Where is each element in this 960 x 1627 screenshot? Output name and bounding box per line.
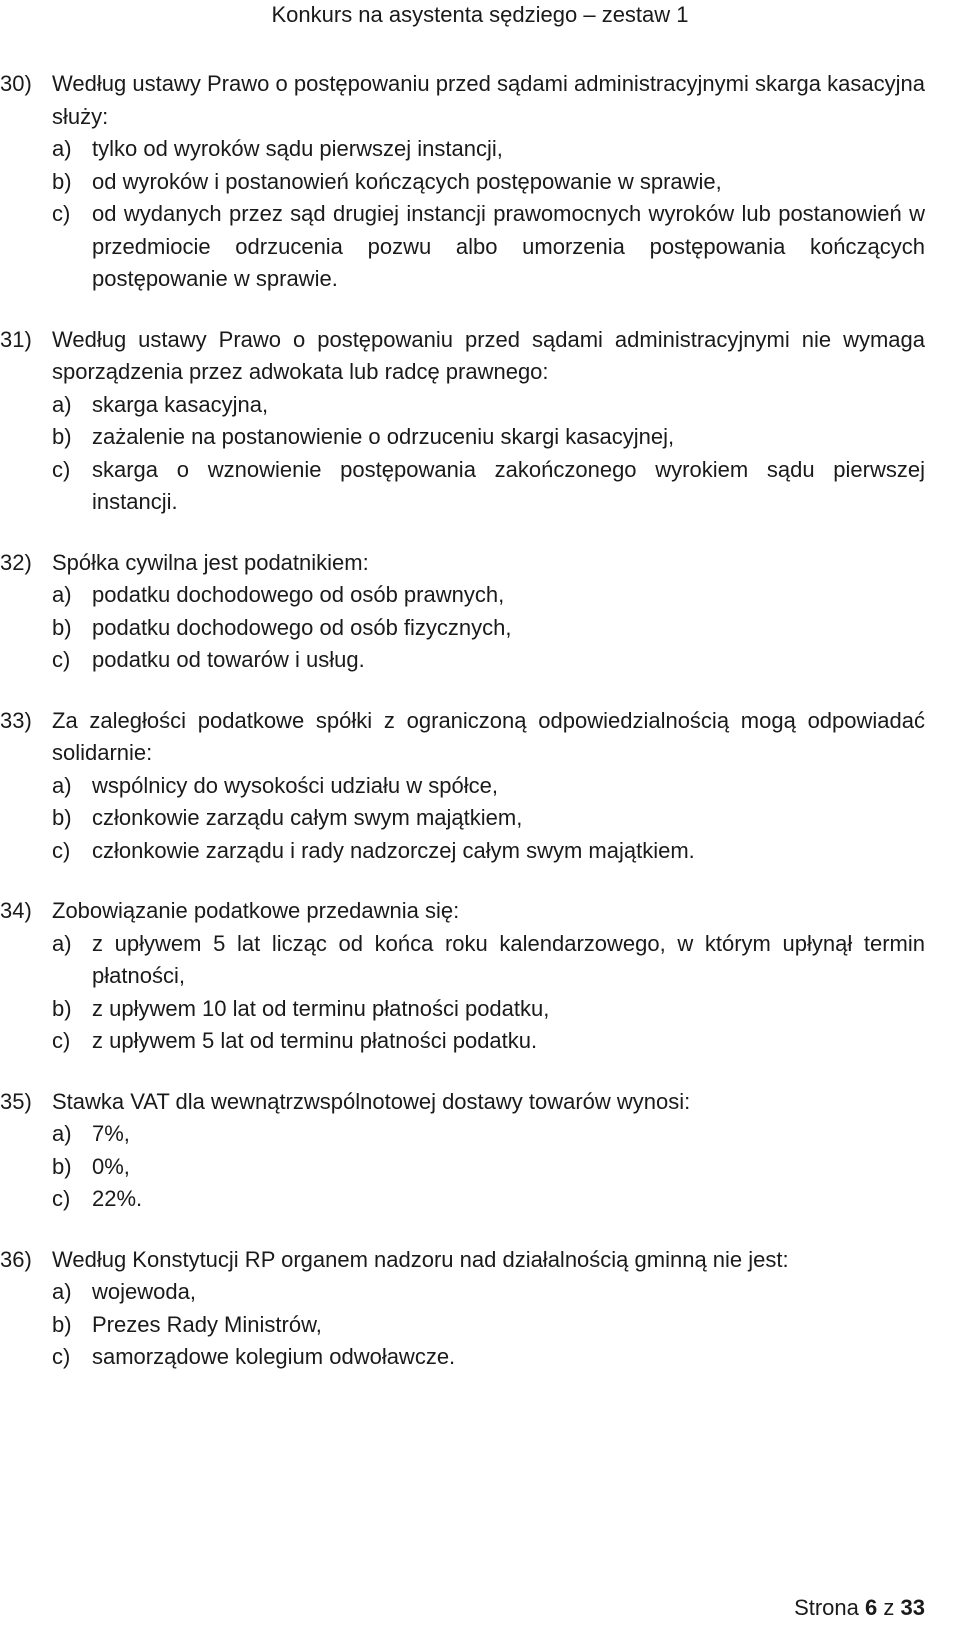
option-letter: a) [52,772,72,798]
question-text: Według ustawy Prawo o postępowaniu przed sądami administracyjnymi skarga kasacyjna służy: [52,71,925,129]
answer-option [52,166,925,199]
option-letter: b) [52,614,72,640]
answer-options [52,928,925,1058]
answer-option [52,835,925,868]
option-text: wojewoda, [92,1279,196,1304]
question-head [0,895,925,928]
option-letter: c) [52,647,71,672]
question-item [0,1244,925,1374]
option-letter: c) [52,837,71,863]
option-letter: a) [52,1279,72,1304]
answer-option [52,1025,925,1058]
question-number: 34) [0,898,32,923]
question-item [0,705,925,868]
answer-option [52,1183,925,1216]
option-text: zażalenie na postanowienie o odrzuceniu skargi kasacyjnej, [92,424,675,449]
question-text: Spółka cywilna jest podatnikiem: [52,549,369,575]
option-letter: a) [52,582,72,607]
answer-options [52,579,925,677]
question-item [0,895,925,1058]
option-letter: a) [52,930,72,956]
option-text: skarga kasacyjna, [92,391,269,417]
option-letter: a) [52,1121,72,1146]
page-footer [794,1594,925,1622]
question-head [0,547,925,580]
option-text: tylko od wyroków sądu pierwszej instancji, [92,136,503,161]
question-number: 32) [0,549,32,575]
option-letter: b) [52,995,72,1021]
option-letter: a) [52,136,72,161]
question-number: 30) [0,71,32,96]
answer-option [52,802,925,835]
question-head [0,705,925,770]
question-list [0,68,925,1402]
option-letter: b) [52,424,72,449]
option-text: od wyroków i postanowień kończących postępowanie w sprawie, [92,168,722,194]
option-text: z upływem 5 lat od terminu płatności podatku. [92,1028,538,1053]
option-letter: c) [52,1186,71,1211]
answer-options [52,770,925,868]
option-text: członkowie zarządu całym swym majątkiem, [92,805,523,830]
question-text: Według ustawy Prawo o postępowaniu przed sądami administracyjnymi nie wymaga sporządzenia przez adwokata lub radcę prawnego: [52,326,925,384]
question-head [0,68,925,133]
page-header: Konkurs na asystenta sędziego – zestaw 1 [271,2,689,27]
option-text: Prezes Rady Ministrów, [92,1311,322,1337]
answer-option [52,421,925,454]
option-text: z upływem 10 lat od terminu płatności podatku, [92,995,550,1021]
option-text: wspólnicy do wysokości udziału w spółce, [92,772,498,798]
answer-option [52,1341,925,1374]
answer-option [52,1118,925,1151]
option-letter: c) [52,1028,71,1053]
question-item [0,68,925,296]
question-item [0,547,925,677]
answer-option [52,1151,925,1184]
question-head [0,324,925,389]
question-text: Stawka VAT dla wewnątrzwspólnotowej dostawy towarów wynosi: [52,1088,691,1114]
answer-options [52,133,925,296]
question-number: 35) [0,1088,32,1114]
option-letter: c) [52,456,71,482]
option-text: podatku dochodowego od osób prawnych, [92,582,505,607]
option-text: skarga o wznowienie postępowania zakończonego wyrokiem sądu pierwszej instancji. [92,456,925,514]
answer-options [52,1118,925,1216]
footer-prefix: Strona [794,1595,859,1620]
answer-option [52,198,925,296]
option-letter: b) [52,168,72,194]
question-text: Zobowiązanie podatkowe przedawnia się: [52,898,460,923]
answer-option [52,993,925,1026]
option-text: od wydanych przez sąd drugiej instancji prawomocnych wyroków lub postanowień w przedmiocie odrzucenia pozwu albo umorzenia postępowania kończących postępowanie w sprawie. [92,201,925,291]
question-head [0,1086,925,1119]
option-text: samorządowe kolegium odwoławcze. [92,1344,456,1369]
question-text: Za zaległości podatkowe spółki z ograniczoną odpowiedzialnością mogą odpowiadać solidarnie: [52,707,925,765]
question-item [0,1086,925,1216]
answer-option [52,928,925,993]
option-text: podatku od towarów i usług. [92,647,365,672]
option-text: 0%, [92,1153,130,1179]
answer-option [52,770,925,803]
footer-total-pages: 33 [900,1595,925,1620]
question-number: 33) [0,707,32,733]
answer-option [52,1276,925,1309]
option-text: 7%, [92,1121,130,1146]
answer-option [52,644,925,677]
option-letter: b) [52,805,72,830]
question-item [0,324,925,519]
option-letter: c) [52,1344,71,1369]
option-text: członkowie zarządu i rady nadzorczej całym swym majątkiem. [92,837,695,863]
option-letter: b) [52,1311,72,1337]
answer-option [52,133,925,166]
question-text: Według Konstytucji RP organem nadzoru nad działalnością gminną nie jest: [52,1246,789,1272]
option-letter: c) [52,201,71,226]
option-text: 22%. [92,1186,143,1211]
answer-option [52,1309,925,1342]
answer-options [52,1276,925,1374]
footer-page-number: 6 [865,1595,878,1620]
answer-option [52,454,925,519]
option-letter: a) [52,391,72,417]
answer-option [52,579,925,612]
option-text: podatku dochodowego od osób fizycznych, [92,614,512,640]
answer-option [52,389,925,422]
option-letter: b) [52,1153,72,1179]
question-number: 31) [0,326,32,352]
question-number: 36) [0,1246,32,1272]
option-text: z upływem 5 lat licząc od końca roku kalendarzowego, w którym upłynął termin płatności, [92,930,925,988]
answer-option [52,612,925,645]
footer-separator: z [883,1595,895,1620]
answer-options [52,389,925,519]
question-head [0,1244,925,1277]
